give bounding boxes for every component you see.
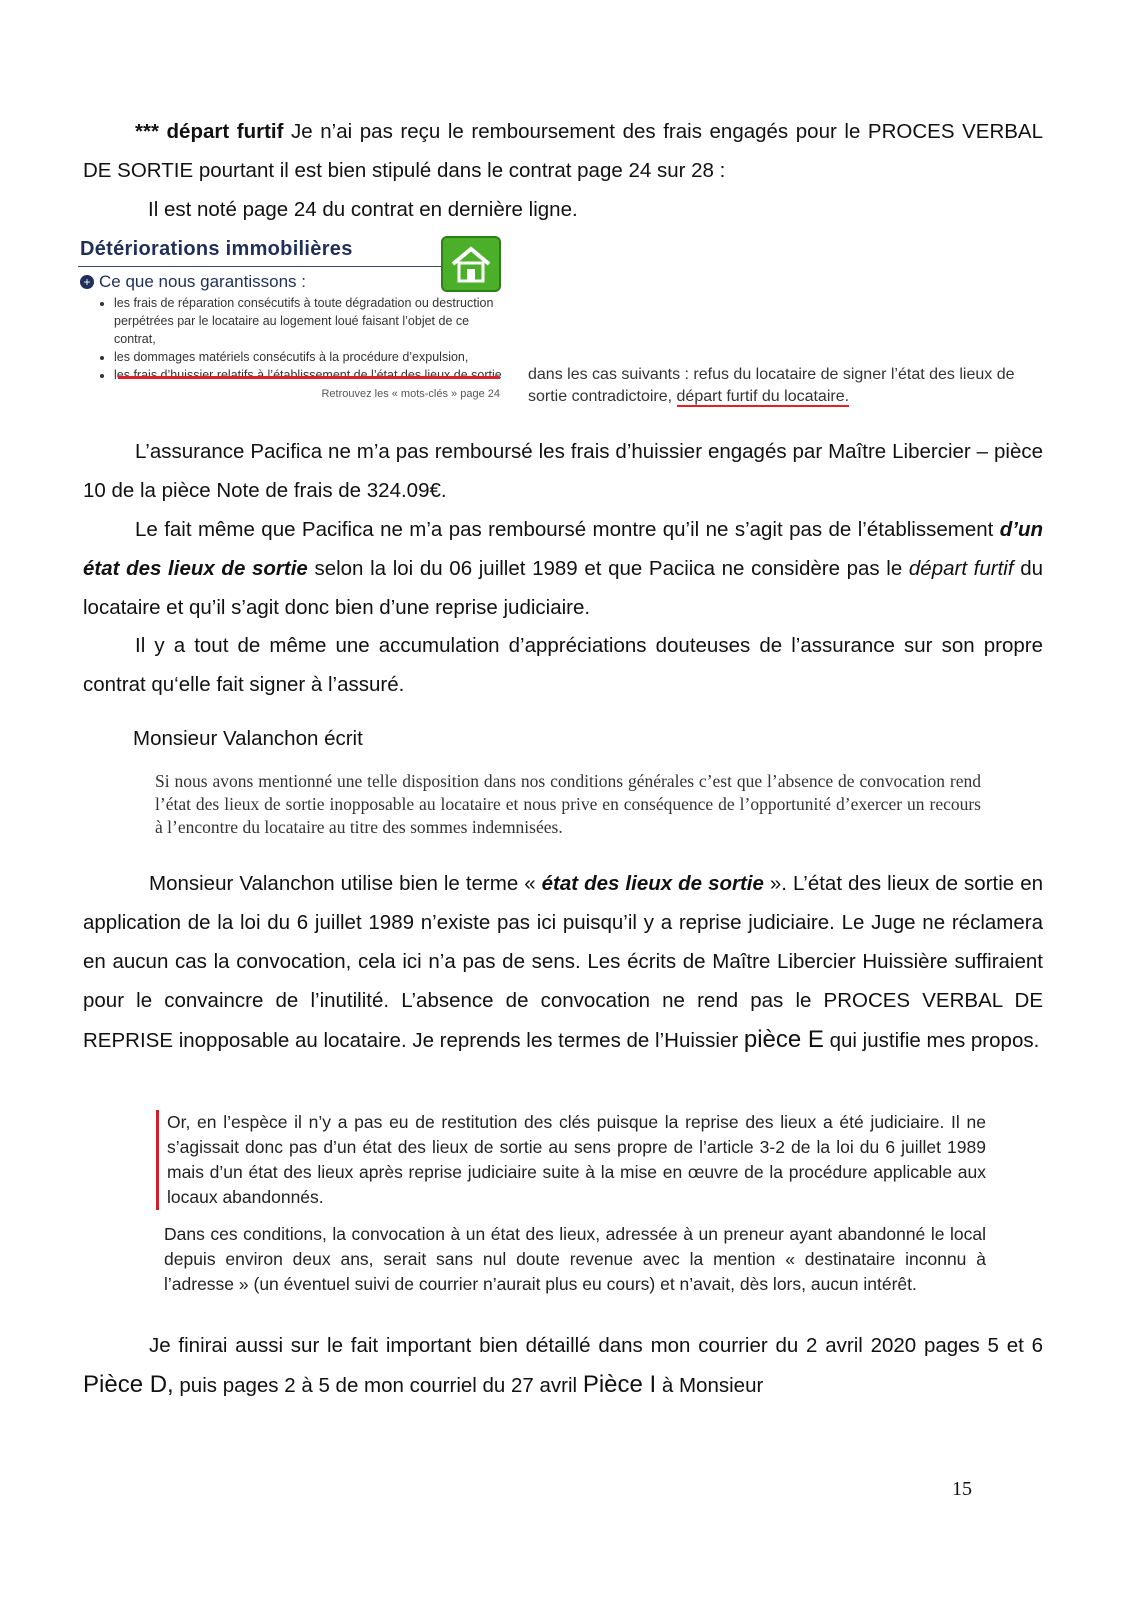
paragraph-etat-des-lieux: Monsieur Valanchon utilise bien le terme « état des lieux de sortie ». L’état des lieux de sortie en application de la loi du 6 juillet 1989 n’existe pas ici puisqu’il y a reprise judiciaire. Le Juge ne réclamera en aucun cas la convocation, cela ici n’a pas de sens. Les écrits de Maître Libercier Huissière suffiraient pour le convaincre de l’inutilité. L’absence de convocation ne rend pas le PROCES VERBAL DE REPRISE inopposable au locataire. Je reprends les termes de l’Huissier pièce E qui justifie mes propos. — [83, 872, 1043, 1053]
house-icon — [441, 236, 501, 292]
paragraph-depart-furtif: *** départ furtif Je n’ai pas reçu le remboursement des frais engagés pour le PROCES VERBAL DE SORTIE pourtant il est bien stipulé dans le contrat page 24 sur 28 : — [83, 120, 1043, 182]
quote-huissier — [156, 1110, 986, 1297]
page-number: 15 — [952, 1478, 972, 1500]
contract-excerpt-right: dans les cas suivants : refus du locataire de signer l’état des lieux de sortie contradictoire, départ furtif du locataire. — [528, 366, 1015, 405]
paragraph-accumulation: Il y a tout de même une accumulation d’appréciations douteuses de l’assurance sur son propre contrat qu‘elle fait signer à l’assuré. — [83, 634, 1043, 696]
paragraph-fait-meme: Le fait même que Pacifica ne m’a pas remboursé montre qu’il ne s’agit pas de l’établissement d’un état des lieux de sortie selon la loi du 06 juillet 1989 et que Paciica ne considère pas le départ furtif du locataire et qu’il s’agit donc bien d’une reprise judiciaire. — [83, 518, 1043, 619]
plus-icon: + — [80, 275, 94, 289]
excerpt-footer: Retrouvez les « mots-clés » page 24 — [321, 388, 500, 400]
list-item: • les dommages matériels consécutifs à la procédure d’expulsion, — [114, 348, 514, 366]
quote-valanchon: Si nous avons mentionné une telle disposition dans nos conditions générales c’est que l’absence de convocation rend l’état des lieux de sortie inopposable au locataire et nous prive en conséquence de l’opportunité d’exercer un recours à l’encontre du locataire au titre des sommes indemnisées. — [155, 771, 981, 837]
excerpt-divider — [78, 266, 448, 267]
quote-huissier-part2: Dans ces conditions, la convocation à un état des lieux, adressée à un preneur ayant abandonné le local depuis environ deux ans, serait sans nul doute revenue avec la mention « destinataire inconnu à l’adresse » (un éventuel suivi de courrier n’aurait plus eu cours) et n’avait, dès lors, aucun intérêt. — [164, 1224, 986, 1294]
list-item: • les frais d’huissier relatifs à l’établissement de l’état des lieux de sortie — [114, 366, 514, 384]
red-underline — [118, 376, 500, 379]
paragraph-valanchon-ecrit: Monsieur Valanchon écrit — [133, 727, 363, 750]
excerpt-list — [98, 294, 514, 384]
paragraph-conclusion: Je finirai aussi sur le fait important bien détaillé dans mon courrier du 2 avril 2020 pages 5 et 6 Pièce D, puis pages 2 à 5 de mon courriel du 27 avril Pièce I à Monsieur — [83, 1334, 1043, 1398]
excerpt-title: Détériorations immobilières — [80, 238, 353, 260]
bold-term: départ furtif — [166, 120, 284, 143]
contract-excerpt-image — [78, 236, 510, 416]
paragraph-note-contrat: Il est noté page 24 du contrat en dernière ligne. — [148, 198, 578, 221]
underlined-depart-furtif: départ furtif du locataire. — [676, 388, 850, 405]
quote-huissier-part1: Or, en l’espèce il n’y a pas eu de restitution des clés puisque la reprise des lieux a été judiciaire. Il ne s’agissait donc pas d’un état des lieux de sortie au sens propre de l’article 3-2 de la loi du 6 juillet 1989 mais d’un état des lieux après reprise judiciaire suite à la mise en œuvre de la procédure applicable aux locaux abandonnés. — [156, 1110, 986, 1210]
excerpt-subtitle: + Ce que nous garantissons : — [80, 272, 306, 292]
paragraph-pacifica: L’assurance Pacifica ne m’a pas remboursé les frais d’huissier engagés par Maître Libercier – pièce 10 de la pièce Note de frais de 324.09€. — [83, 440, 1043, 502]
list-item: • les frais de réparation consécutifs à toute dégradation ou destruction perpétrées par le locataire au logement loué faisant l’objet de ce contrat, — [114, 294, 514, 348]
